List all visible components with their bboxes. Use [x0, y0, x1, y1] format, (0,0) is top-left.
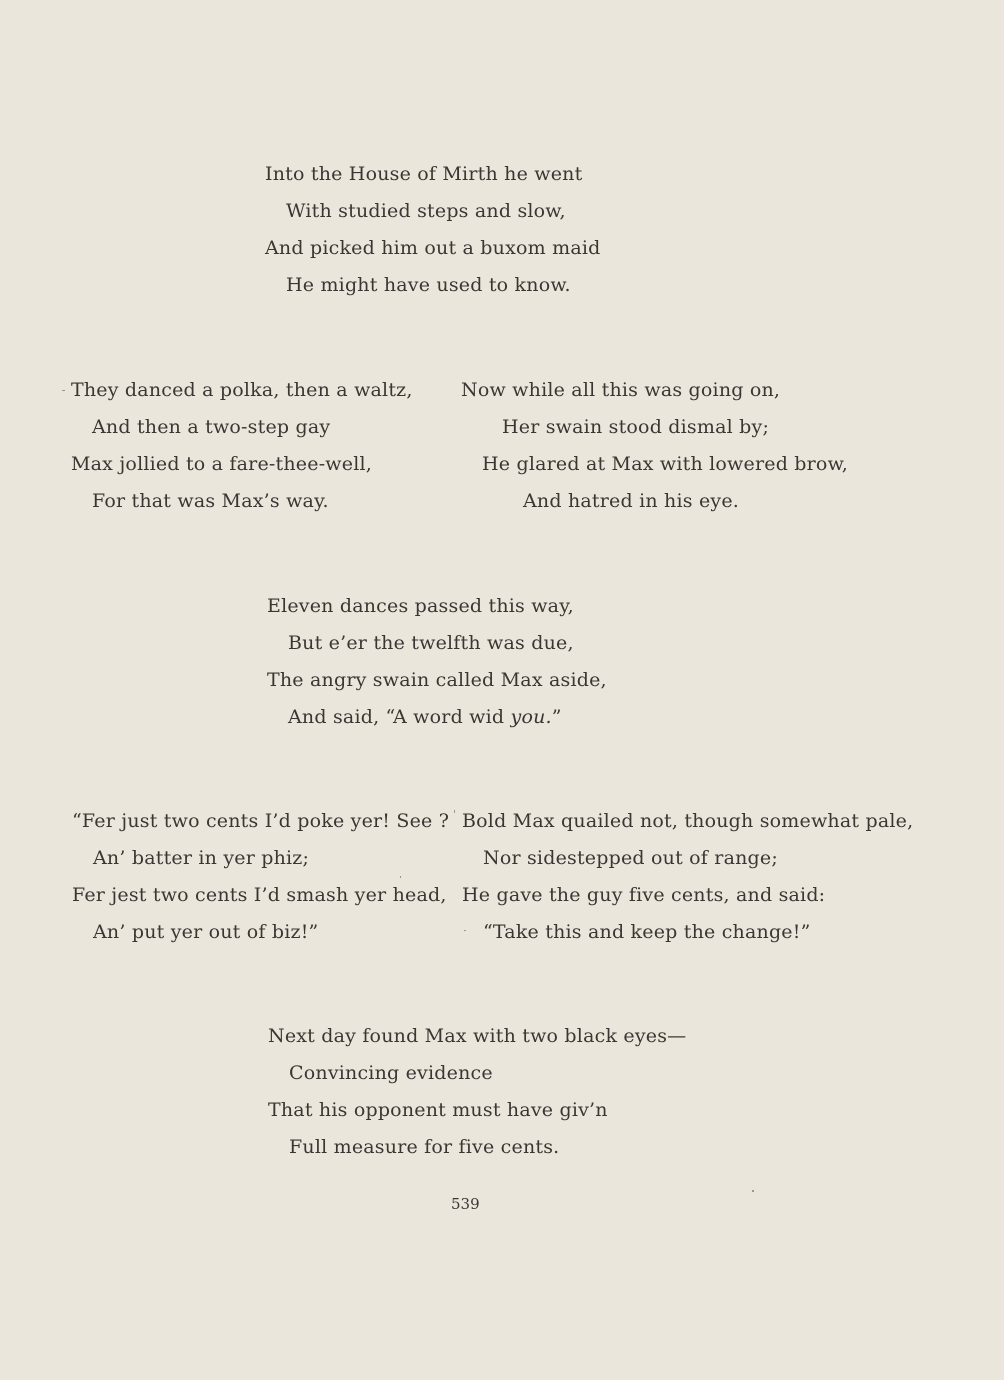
paper-speck	[464, 930, 466, 931]
closing-quote: ”	[551, 706, 562, 728]
stanza-line: With studied steps and slow,	[286, 200, 566, 222]
paper-speck	[62, 390, 65, 391]
stanza-line: Fer jest two cents I’d smash yer head,	[72, 884, 447, 906]
stanza-line: That his opponent must have giv’n	[268, 1099, 608, 1121]
stanza-line: Now while all this was going on,	[461, 379, 781, 401]
stanza-line: Into the House of Mirth he went	[265, 163, 583, 185]
paper-speck	[752, 1190, 754, 1192]
stanza-line: But e’er the twelfth was due,	[288, 632, 574, 654]
stanza-line: Her swain stood dismal by;	[502, 416, 770, 438]
stanza-5	[72, 803, 449, 951]
stanza-line: “Fer just two cents I’d poke yer! See ?	[72, 810, 450, 832]
stanza-line: Full measure for five cents.	[289, 1136, 560, 1158]
stanza-2	[71, 372, 413, 520]
emphasized-word: you.	[510, 706, 552, 728]
stanza-line: Eleven dances passed this way,	[267, 595, 574, 617]
stanza-3	[461, 372, 848, 520]
stanza-line: He glared at Max with lowered brow,	[482, 453, 849, 475]
stanza-line: For that was Max’s way.	[92, 490, 329, 512]
stanza-line: And then a two-step gay	[92, 416, 331, 438]
stanza-line: The angry swain called Max aside,	[267, 669, 607, 691]
stanza-line: Max jollied to a fare-thee-well,	[71, 453, 373, 475]
stanza-line: Next day found Max with two black eyes—	[268, 1025, 687, 1047]
page-number-text: 539	[451, 1195, 480, 1213]
stanza-1	[265, 156, 600, 304]
paper-speck	[400, 876, 401, 878]
stanza-4	[267, 588, 607, 736]
stanza-line: He gave the guy five cents, and said:	[462, 884, 826, 906]
stanza-7	[268, 1018, 686, 1166]
stanza-line: An’ batter in yer phiz;	[93, 847, 310, 869]
stanza-line: Bold Max quailed not, though somewhat pale,	[462, 810, 914, 832]
stanza-line: They danced a polka, then a waltz,	[71, 379, 413, 401]
stanza-line: He might have used to know.	[286, 274, 571, 296]
stanza-line: Nor sidestepped out of range;	[483, 847, 778, 869]
paper-speck	[454, 810, 455, 813]
stanza-line: And picked him out a buxom maid	[265, 237, 601, 259]
stanza-line: An’ put yer out of biz!”	[93, 921, 319, 943]
stanza-line-text: And said, “A word wid	[288, 706, 511, 728]
stanza-line	[267, 699, 607, 736]
stanza-line: Convincing evidence	[289, 1062, 493, 1084]
stanza-6	[462, 803, 913, 951]
stanza-line: “Take this and keep the change!”	[483, 921, 811, 943]
stanza-line: And hatred in his eye.	[523, 490, 740, 512]
